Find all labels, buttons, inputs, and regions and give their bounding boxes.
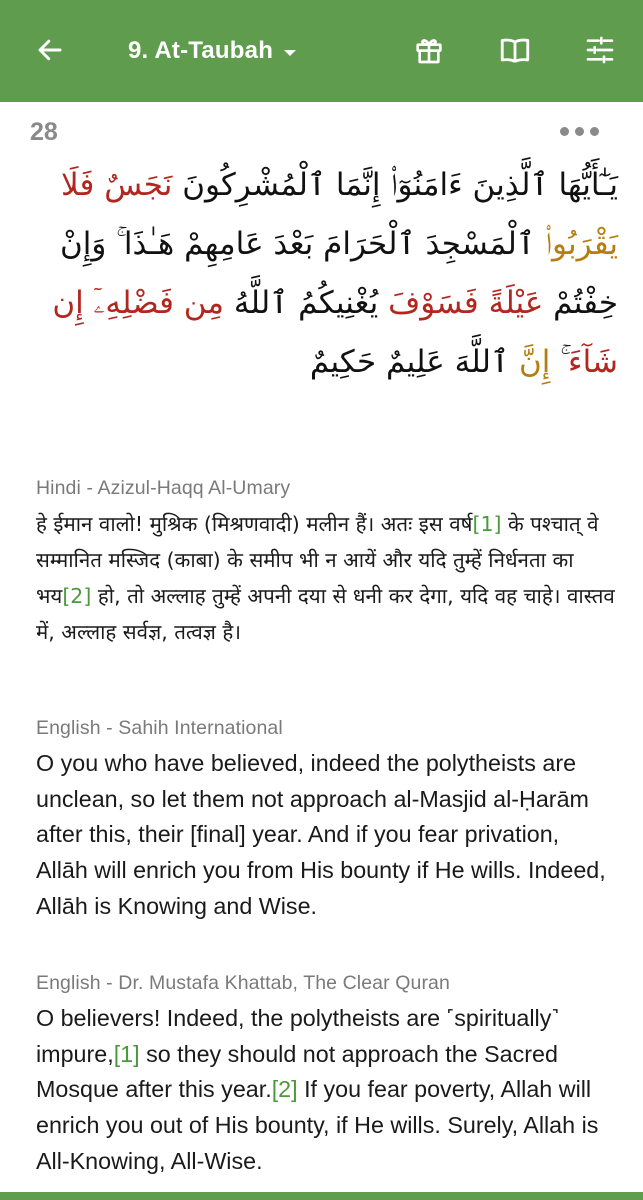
translation-hindi [36,477,616,650]
footnote-link[interactable]: [2] [62,584,92,608]
arabic-segment: ۚ [550,344,568,380]
surah-selector[interactable] [128,33,297,69]
arabic-segment: عَيْلَةً [488,285,544,321]
footnote-link[interactable]: [1] [113,1040,140,1067]
arabic-segment: فَلَا [61,167,95,203]
translation-segment: हो, तो अल्लाह तुम्हें अपनी दया से धनी कर देगा, यदि वह चाहे। वास्तव में, अल्लाह सर्वज्ञ, तत्वज्ञ है। [36,584,615,644]
bottom-bar [0,1192,643,1200]
arabic-segment: فَسَوْفَ [388,285,479,321]
translation-clear-quran [36,972,616,1180]
more-dot [560,127,569,136]
arabic-segment: إِنَّ [519,344,551,380]
more-dot [590,127,599,136]
arabic-segment: نَجَسٌ [104,167,173,203]
more-horizontal-icon[interactable] [556,120,602,142]
app-bar [0,0,643,102]
translation-source: English - Dr. Mustafa Khattab, The Clear Quran [36,972,450,994]
more-dot [575,127,584,136]
translation-segment: O you who have believed, indeed the polytheists are unclean, so let them not approach al-Masjid al-Ḥarām after this, their [final] year. And if you fear privation, Allāh will enrich you from His bounty if He wills. Indeed, Allāh is Knowing and Wise. [36,750,606,919]
arabic-segment: مِن [183,285,224,321]
arabic-segment [479,285,489,321]
page-title: 9. At-Taubah [128,37,274,64]
translation-source: Hindi - Azizul-Haqq Al-Umary [36,477,291,499]
arabic-segment: شَآءَ [568,344,618,380]
footnote-link[interactable]: [1] [472,512,502,536]
translation-sahih-international [36,717,616,925]
translation-segment: If you fear poverty, Allah will enrich you out of His bounty, if He wills. Surely, Allah is All-Knowing, All-Wise. [36,1076,599,1174]
arabic-segment: ٱلْمَسْجِدَ ٱلْحَرَامَ بَعْدَ عَامِهِمْ هَـٰذَا ۚ وَإِنْ خِفْتُمْ [59,226,618,321]
translation-segment: so they should not approach the Sacred Mosque after this year. [36,1040,558,1103]
footnote-link[interactable]: [2] [271,1076,298,1103]
arabic-segment: يَـٰٓأَيُّهَا ٱلَّذِينَ ءَامَنُوٓا۟ إِنَّمَا ٱلْمُشْرِكُونَ [172,167,618,203]
verse-number: 28 [30,118,58,146]
translation-segment: O believers! Indeed, the polytheists are ˹spiritually˺ impure, [36,1005,560,1067]
arabic-segment: ٱللَّهَ عَلِيمٌ حَكِيمٌ [309,344,519,380]
translation-text [36,506,616,650]
arabic-segment [94,167,104,203]
book-icon[interactable] [495,30,535,70]
arabic-segment: يُغْنِيكُمُ ٱللَّهُ [223,285,389,321]
arabic-segment: إِن [52,285,94,321]
sliders-icon[interactable] [580,30,620,70]
arabic-segment: فَضْلِهِۦٓ [93,285,174,321]
arabic-segment: يَقْرَبُوا۟ [544,226,618,262]
arabic-verse-text [28,156,618,392]
arabic-segment [174,285,184,321]
translation-source: English - Sahih International [36,717,283,739]
chevron-down-icon [283,43,297,62]
translation-segment: हे ईमान वालो! मुश्रिक (मिश्रणवादी) मलीन हैं। अतः इस वर्ष [36,512,473,536]
translation-text [36,746,616,925]
back-arrow-icon[interactable] [30,30,70,70]
verse-header [0,102,643,158]
translation-text [36,1001,616,1180]
translation-segment: के पश्चात् वे सम्मानित मस्जिद (काबा) के समीप भी न आयें और यदि तुम्हें निर्धनता का भय [36,512,599,608]
gift-icon[interactable] [409,30,449,70]
